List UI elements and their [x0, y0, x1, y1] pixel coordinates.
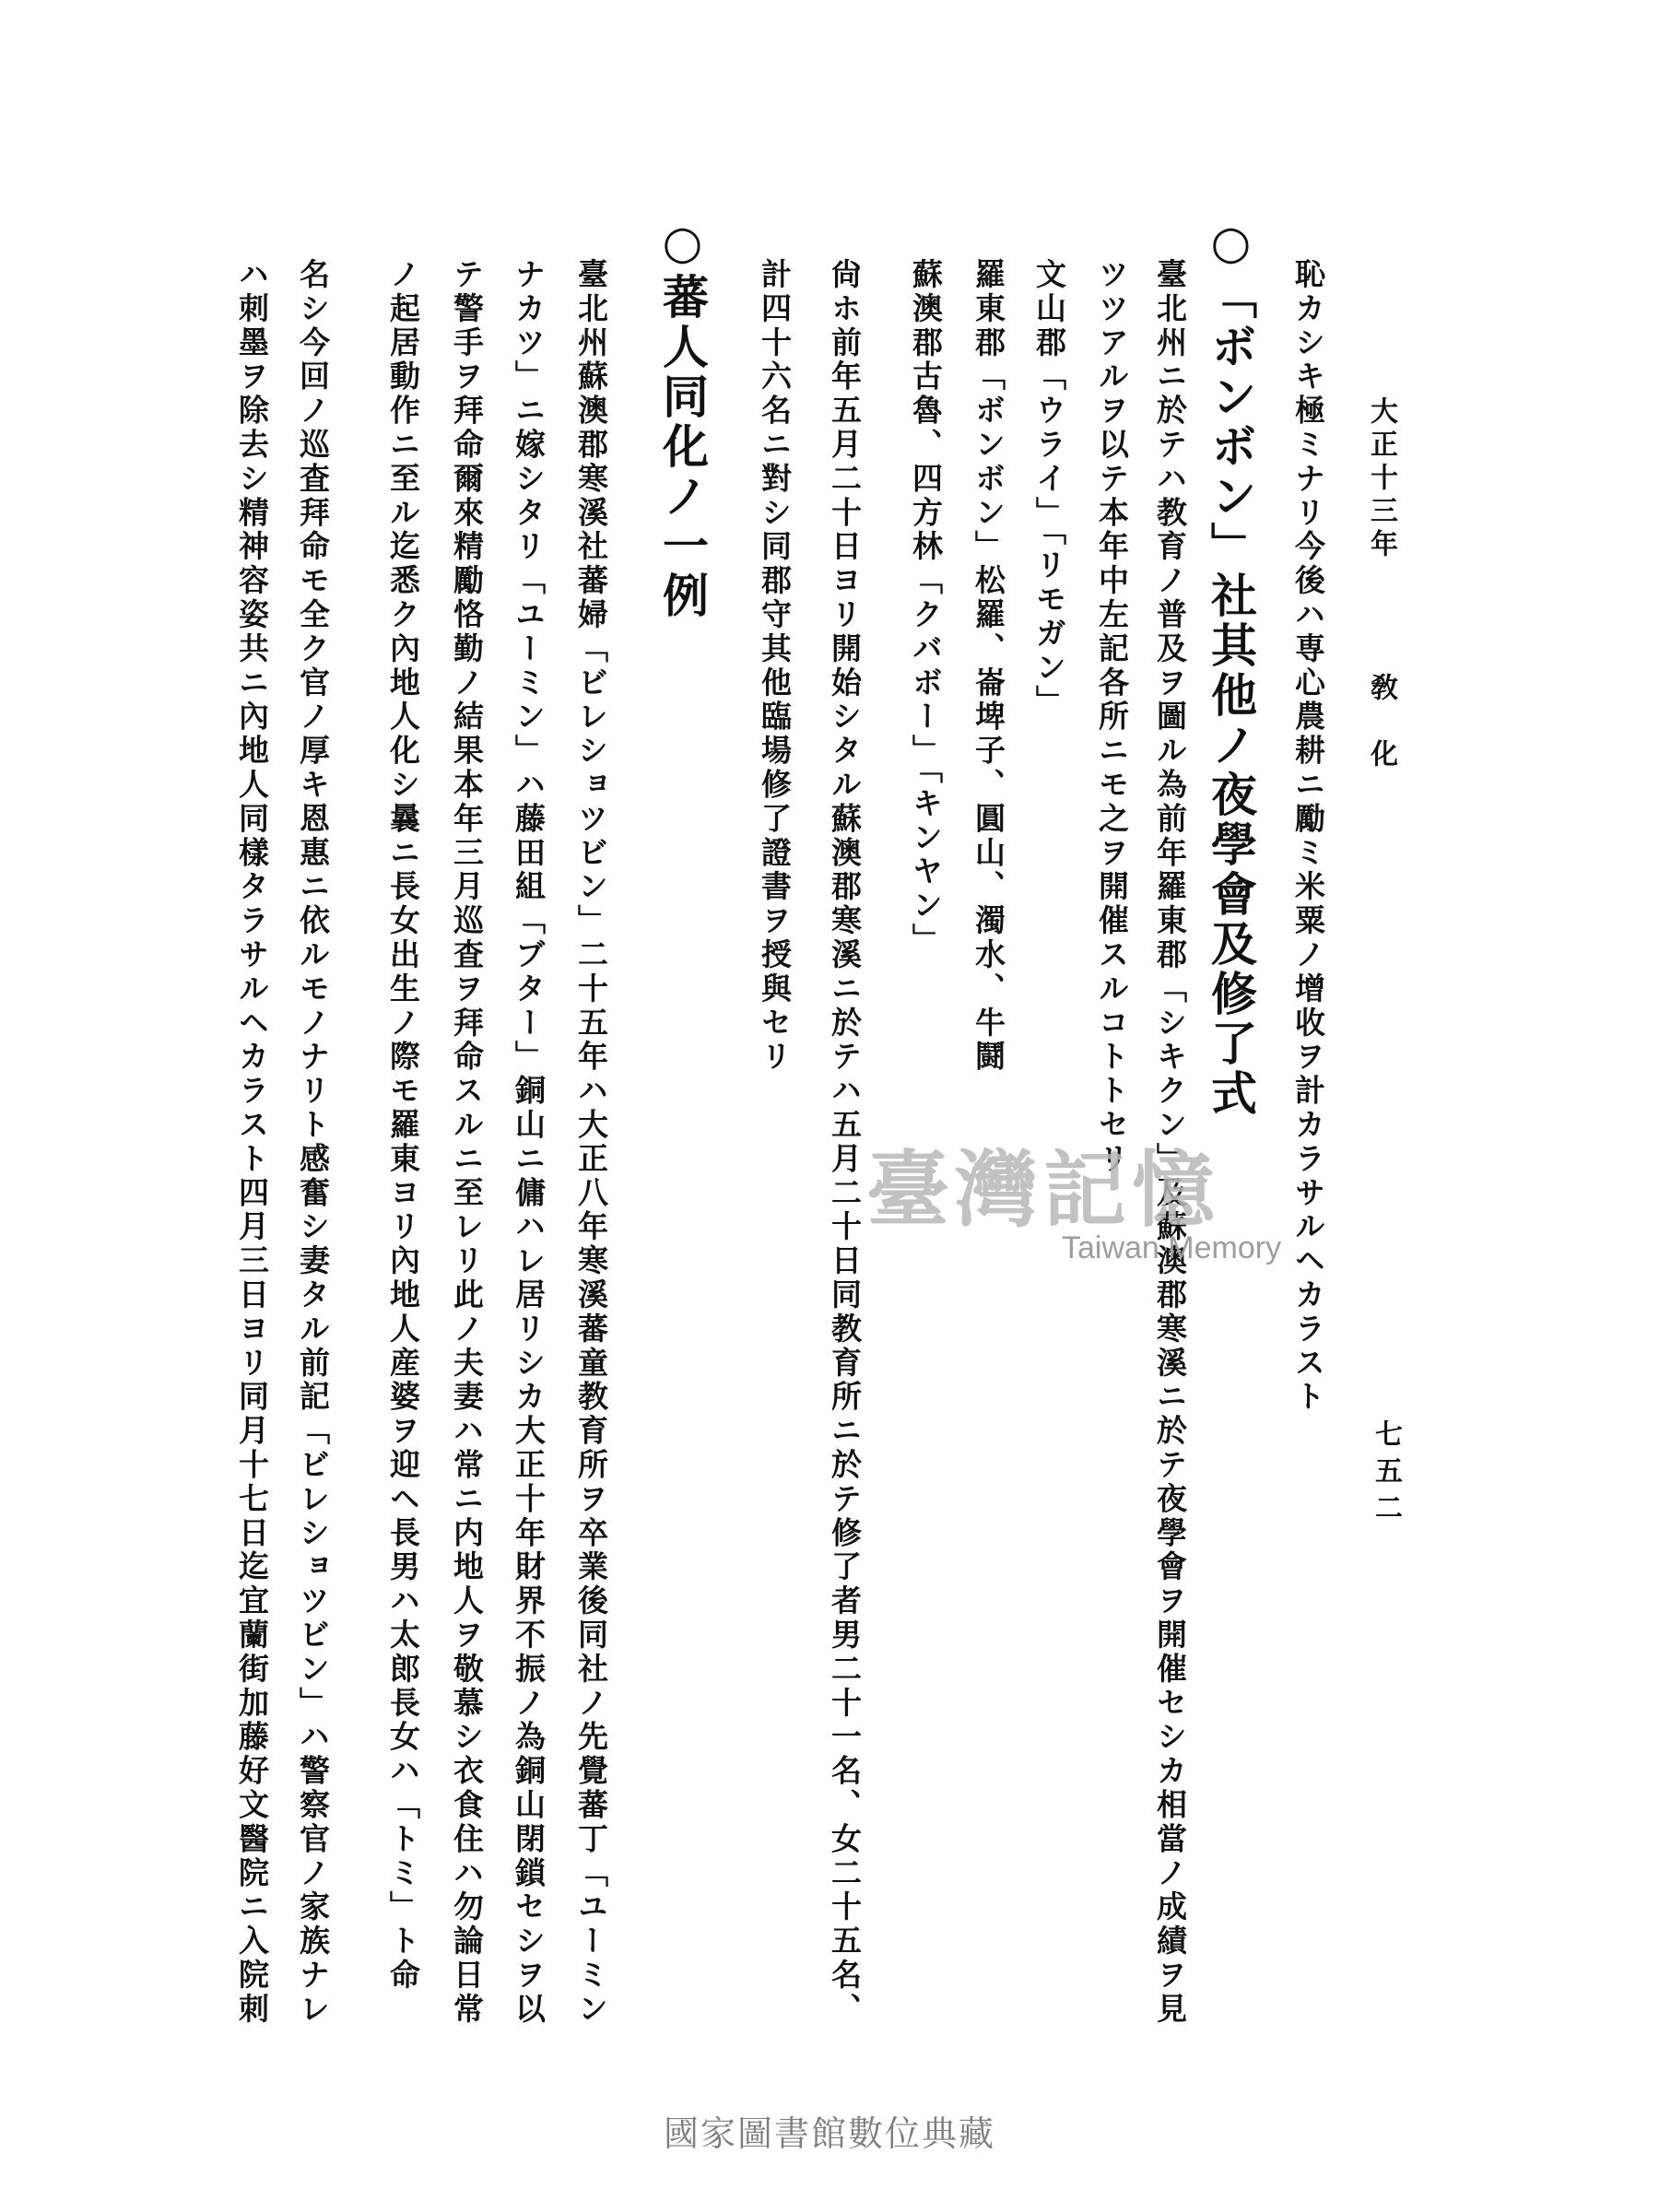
text-column: 臺北州ニ於テハ教育ノ普及ヲ圖ル為前年羅東郡「シキクン」及蘇澳郡寒溪ニ於テ夜學會ヲ開催セシカ相當ノ成績ヲ見	[1152, 258, 1188, 2027]
text-column: 尙ホ前年五月二十日ヨリ開始シタル蘇澳郡寒溪ニ於テハ五月二十日同教育所ニ於テ修了者男二十一名、女二十五名、	[827, 258, 863, 2027]
text-column: 臺北州蘇澳郡寒溪社蕃婦「ビレショツビン」二十五年ハ大正八年寒溪蕃童教育所ヲ卒業後同社ノ先覺蕃丁「ユーミン	[573, 258, 609, 2027]
footer-credit: 國家圖書館數位典藏	[663, 2113, 995, 2154]
text-column: 文山郡「ウライ」「リモガン」	[1031, 258, 1067, 720]
header-title: 大正十三年	[1365, 396, 1397, 562]
header-section: 敎 化	[1365, 673, 1397, 772]
page-number: 七五二	[1370, 1419, 1402, 1530]
text-column: 名シ今回ノ巡査拜命モ全ク官ノ厚キ恩惠ニ依ルモノナリト感奮シ妻タル前記「ビレショツビン」ハ警察官ノ家族ナレ	[295, 258, 331, 2027]
text-column: ツツアルヲ以テ本年中左記各所ニモ之ヲ開催スルコトトセリ	[1094, 258, 1130, 1177]
text-column: ハ刺墨ヲ除去シ精神容姿共ニ內地人同樣タラサルヘカラスト四月三日ヨリ同月十七日迄宜蘭街加藤好文醫院ニ入院刺	[234, 258, 270, 2027]
watermark-logo: 臺灣記憶	[866, 1141, 1220, 1239]
section-heading: ○蕃人同化ノ一例	[655, 215, 710, 621]
text-column: 羅東郡「ボンボン」松羅、崙埤子、圓山、濁水、牛鬪	[971, 258, 1006, 1075]
text-column: テ警手ヲ拜命爾來精勵恪勤ノ結果本年三月巡査ヲ拜命スルニ至レリ此ノ夫妻ハ常ニ内地人ヲ敬慕シ衣食住ハ勿論日常	[449, 258, 485, 2027]
text-column: ナカツ」ニ嫁シタリ「ユーミン」ハ藤田組「ブター」銅山ニ傭ハレ居リシカ大正十年財界不振ノ為銅山閉鎖セシヲ以	[511, 258, 547, 2027]
section-heading: ○「ボンボン」社其他ノ夜學會及修了式	[1204, 215, 1258, 1119]
text-column: ノ起居動作ニ至ル迄悉ク內地人化シ曩ニ長女出生ノ際モ羅東ヨリ內地人産婆ヲ迎ヘ長男ハ太郎長女ハ「トミ」ト命	[385, 258, 421, 1993]
watermark-subtext: Taiwan Memory	[1062, 1230, 1282, 1265]
text-column: 蘇澳郡古魯、四方林「クバボー」「キンヤン」	[908, 258, 944, 958]
text-column: 計四十六名ニ對シ同郡守其他臨場修了證書ヲ授與セリ	[757, 258, 793, 1075]
text-column: 恥カシキ極ミナリ今後ハ専心農耕ニ勵ミ米粟ノ增收ヲ計カラサルヘカラスト	[1290, 258, 1326, 1415]
